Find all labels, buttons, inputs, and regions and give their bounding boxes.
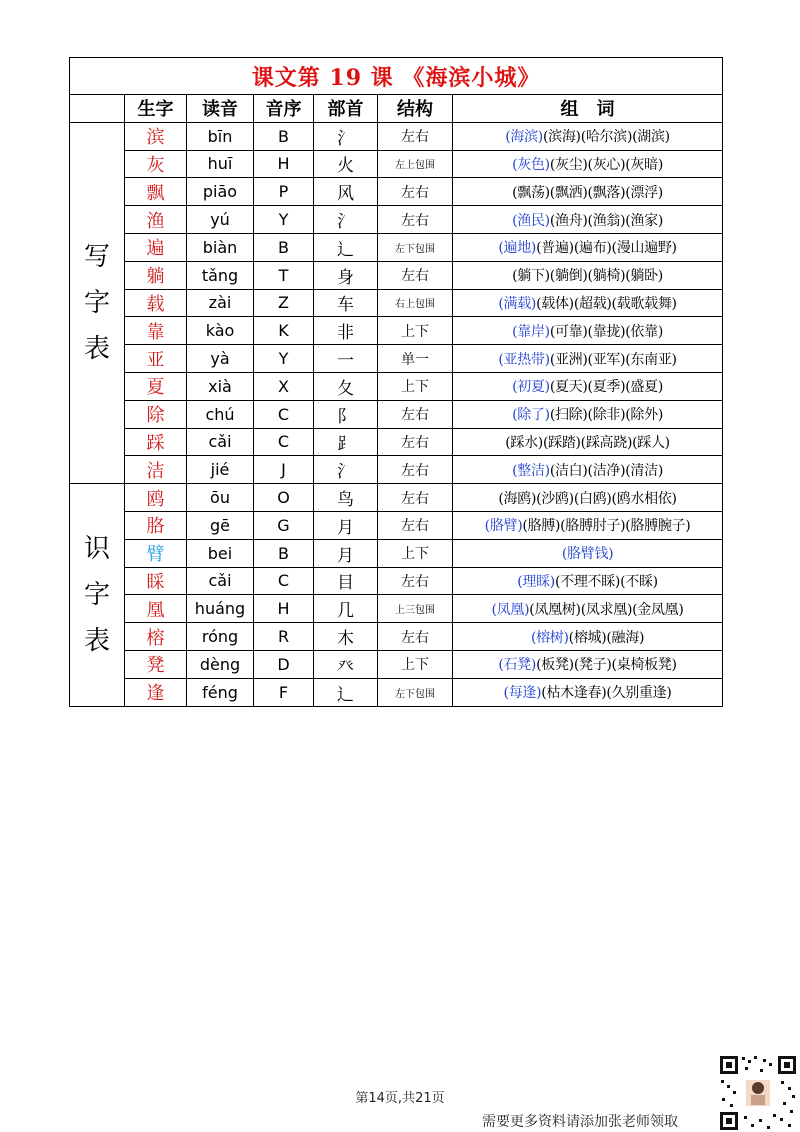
other-words: (载体)(超载)(载歌载舞) xyxy=(536,295,677,312)
structure-cell: 左右 xyxy=(378,511,453,539)
words-cell xyxy=(453,595,723,623)
structure-cell: 上下 xyxy=(378,372,453,400)
other-words: (不理不睬)(不睬) xyxy=(554,573,658,590)
other-words: (凤凰树)(凤求凰)(金凤凰) xyxy=(529,601,684,618)
other-words: (可靠)(靠拢)(依靠) xyxy=(549,323,663,340)
table-row xyxy=(70,428,723,456)
header-structure: 结构 xyxy=(378,95,453,123)
pinyin-cell: bei xyxy=(187,539,254,567)
words-cell xyxy=(453,511,723,539)
structure-cell: 右上包围 xyxy=(378,289,453,317)
header-char: 生字 xyxy=(125,95,187,123)
char-cell: 夏 xyxy=(125,372,187,400)
page-number: 第14页,共21页 xyxy=(355,1091,445,1106)
footer-note: 需要更多资料请添加张老师领取 xyxy=(482,1114,678,1130)
structure-cell: 左右 xyxy=(378,428,453,456)
radical-cell: 木 xyxy=(314,623,378,651)
radical-cell: 阝 xyxy=(314,400,378,428)
words-cell xyxy=(453,178,723,206)
words-cell xyxy=(453,317,723,345)
char-cell: 凳 xyxy=(125,650,187,678)
header-radical: 部首 xyxy=(314,95,378,123)
index-cell: R xyxy=(254,623,314,651)
char-cell: 亚 xyxy=(125,345,187,373)
radical-cell: 氵 xyxy=(314,456,378,484)
words-cell xyxy=(453,261,723,289)
words-cell xyxy=(453,289,723,317)
other-words: (渔舟)(渔翁)(渔家) xyxy=(549,212,663,229)
other-words: (枯木逢春)(久别重逢) xyxy=(541,685,672,702)
words-cell xyxy=(453,539,723,567)
table-row xyxy=(70,595,723,623)
pinyin-cell: piāo xyxy=(187,178,254,206)
table-row xyxy=(70,623,723,651)
header-words: 组 词 xyxy=(453,95,723,123)
other-words: (夏天)(夏季)(盛夏) xyxy=(549,379,663,396)
radical-cell: 风 xyxy=(314,178,378,206)
char-cell: 除 xyxy=(125,400,187,428)
char-cell: 榕 xyxy=(125,623,187,651)
highlight-word: (石凳) xyxy=(498,657,537,674)
section-label-char: 表 xyxy=(83,625,110,656)
structure-cell: 左右 xyxy=(378,206,453,234)
highlight-word: (榕树) xyxy=(530,629,569,646)
highlight-word: (灰色) xyxy=(512,156,550,173)
words-cell xyxy=(453,567,723,595)
char-cell: 逢 xyxy=(125,678,187,706)
section-label-char: 识 xyxy=(83,533,110,564)
structure-cell: 上下 xyxy=(378,650,453,678)
index-cell: Y xyxy=(254,206,314,234)
section-label-char: 表 xyxy=(83,333,110,364)
pinyin-cell: zài xyxy=(187,289,254,317)
index-cell: B xyxy=(254,539,314,567)
section-label xyxy=(70,484,125,706)
radical-cell: 身 xyxy=(314,261,378,289)
structure-cell: 左下包围 xyxy=(378,678,453,706)
index-cell: H xyxy=(254,595,314,623)
other-words: (胳膊)(胳膊肘子)(胳膊腕子) xyxy=(522,518,691,535)
index-cell: J xyxy=(254,456,314,484)
pinyin-cell: róng xyxy=(187,623,254,651)
other-words: (普遍)(遍布)(漫山遍野) xyxy=(536,240,677,257)
structure-cell: 左右 xyxy=(378,567,453,595)
table-row xyxy=(70,317,723,345)
index-cell: T xyxy=(254,261,314,289)
highlight-word: (除了) xyxy=(512,407,550,424)
other-words: (板凳)(凳子)(桌椅板凳) xyxy=(536,657,677,674)
table-row xyxy=(70,122,723,150)
table-row xyxy=(70,539,723,567)
pinyin-cell: tǎng xyxy=(187,261,254,289)
table-row xyxy=(70,456,723,484)
pinyin-cell: xià xyxy=(187,372,254,400)
qr-code-icon xyxy=(718,1054,798,1132)
radical-cell: 辶 xyxy=(314,678,378,706)
radical-cell: 氵 xyxy=(314,206,378,234)
table-row xyxy=(70,678,723,706)
structure-cell: 左上包围 xyxy=(378,150,453,178)
index-cell: C xyxy=(254,428,314,456)
other-words: (滨海)(哈尔滨)(湖滨) xyxy=(542,129,670,146)
pinyin-cell: féng xyxy=(187,678,254,706)
header-pinyin: 读音 xyxy=(187,95,254,123)
radical-cell: 癶 xyxy=(314,650,378,678)
pinyin-cell: dèng xyxy=(187,650,254,678)
table-row xyxy=(70,233,723,261)
other-words: (飘荡)(飘洒)(飘落)(漂浮) xyxy=(512,184,663,201)
table-row xyxy=(70,650,723,678)
header-row xyxy=(70,95,723,123)
index-cell: C xyxy=(254,567,314,595)
char-cell: 载 xyxy=(125,289,187,317)
pinyin-cell: huáng xyxy=(187,595,254,623)
radical-cell: 月 xyxy=(314,511,378,539)
index-cell: D xyxy=(254,650,314,678)
pinyin-cell: ōu xyxy=(187,484,254,512)
table-row xyxy=(70,484,723,512)
other-words: (榕城)(融海) xyxy=(568,629,645,646)
section-label-char: 字 xyxy=(83,579,110,610)
index-cell: O xyxy=(254,484,314,512)
char-cell: 胳 xyxy=(125,511,187,539)
section-label-char: 写 xyxy=(83,241,110,272)
other-words: (扫除)(除非)(除外) xyxy=(549,407,663,424)
header-index: 音序 xyxy=(254,95,314,123)
radical-cell: 车 xyxy=(314,289,378,317)
radical-cell: 辶 xyxy=(314,233,378,261)
index-cell: F xyxy=(254,678,314,706)
table-row xyxy=(70,261,723,289)
pinyin-cell: yú xyxy=(187,206,254,234)
index-cell: P xyxy=(254,178,314,206)
words-cell xyxy=(453,150,723,178)
index-cell: B xyxy=(254,233,314,261)
radical-cell: 氵 xyxy=(314,122,378,150)
pinyin-cell: cǎi xyxy=(187,428,254,456)
structure-cell: 上下 xyxy=(378,539,453,567)
index-cell: G xyxy=(254,511,314,539)
table-row xyxy=(70,150,723,178)
structure-cell: 左右 xyxy=(378,400,453,428)
pinyin-cell: kào xyxy=(187,317,254,345)
highlight-word: (凤凰) xyxy=(491,601,530,618)
highlight-word: (每逢) xyxy=(503,685,542,702)
char-cell: 睬 xyxy=(125,567,187,595)
char-cell: 渔 xyxy=(125,206,187,234)
other-words: (踩水)(踩踏)(踩高跷)(踩人) xyxy=(505,434,670,451)
section-label-char: 字 xyxy=(83,287,110,318)
highlight-word: (渔民) xyxy=(512,212,550,229)
char-cell: 臂 xyxy=(125,539,187,567)
highlight-word: (理睬) xyxy=(517,573,555,590)
structure-cell: 单一 xyxy=(378,345,453,373)
radical-cell: 一 xyxy=(314,345,378,373)
char-cell: 飘 xyxy=(125,178,187,206)
section-label xyxy=(70,122,125,483)
char-cell: 踩 xyxy=(125,428,187,456)
highlight-word: (遍地) xyxy=(498,240,537,257)
words-cell xyxy=(453,122,723,150)
char-cell: 凰 xyxy=(125,595,187,623)
index-cell: H xyxy=(254,150,314,178)
highlight-word: (胳臂钱) xyxy=(561,546,614,563)
other-words: (灰尘)(灰心)(灰暗) xyxy=(549,156,663,173)
radical-cell: 几 xyxy=(314,595,378,623)
pinyin-cell: cǎi xyxy=(187,567,254,595)
structure-cell: 左右 xyxy=(378,623,453,651)
words-cell xyxy=(453,456,723,484)
highlight-word: (靠岸) xyxy=(512,323,550,340)
char-cell: 鸥 xyxy=(125,484,187,512)
table-row xyxy=(70,345,723,373)
structure-cell: 左右 xyxy=(378,261,453,289)
other-words: (海鸥)(沙鸥)(白鸥)(鸥水相依) xyxy=(498,490,677,507)
pinyin-cell: chú xyxy=(187,400,254,428)
highlight-word: (海滨) xyxy=(505,129,543,146)
lesson-title: 课文第 19 课 《海滨小城》 xyxy=(70,58,723,95)
words-cell xyxy=(453,345,723,373)
table-row xyxy=(70,511,723,539)
radical-cell: 火 xyxy=(314,150,378,178)
structure-cell: 左右 xyxy=(378,484,453,512)
char-cell: 灰 xyxy=(125,150,187,178)
char-cell: 滨 xyxy=(125,122,187,150)
words-cell xyxy=(453,678,723,706)
structure-cell: 上三包围 xyxy=(378,595,453,623)
table-row xyxy=(70,372,723,400)
index-cell: C xyxy=(254,400,314,428)
structure-cell: 左右 xyxy=(378,178,453,206)
pinyin-cell: huī xyxy=(187,150,254,178)
words-cell xyxy=(453,372,723,400)
pinyin-cell: bīn xyxy=(187,122,254,150)
index-cell: K xyxy=(254,317,314,345)
structure-cell: 左右 xyxy=(378,456,453,484)
pinyin-cell: gē xyxy=(187,511,254,539)
structure-cell: 上下 xyxy=(378,317,453,345)
words-cell xyxy=(453,428,723,456)
header-blank xyxy=(70,95,125,123)
words-cell xyxy=(453,400,723,428)
index-cell: X xyxy=(254,372,314,400)
highlight-word: (初夏) xyxy=(512,379,550,396)
other-words: (亚洲)(亚军)(东南亚) xyxy=(549,351,677,368)
structure-cell: 左右 xyxy=(378,122,453,150)
structure-cell: 左下包围 xyxy=(378,233,453,261)
pinyin-cell: jié xyxy=(187,456,254,484)
highlight-word: (亚热带) xyxy=(498,351,550,368)
radical-cell: 月 xyxy=(314,539,378,567)
other-words: (躺下)(躺倒)(躺椅)(躺卧) xyxy=(512,268,663,285)
table-row xyxy=(70,289,723,317)
highlight-word: (胳臂) xyxy=(484,518,523,535)
other-words: (洁白)(洁净)(清洁) xyxy=(549,462,663,479)
index-cell: B xyxy=(254,122,314,150)
radical-cell: 非 xyxy=(314,317,378,345)
pinyin-cell: yà xyxy=(187,345,254,373)
radical-cell: 鸟 xyxy=(314,484,378,512)
table-row xyxy=(70,206,723,234)
index-cell: Y xyxy=(254,345,314,373)
char-cell: 洁 xyxy=(125,456,187,484)
char-cell: 靠 xyxy=(125,317,187,345)
table-row xyxy=(70,178,723,206)
index-cell: Z xyxy=(254,289,314,317)
words-cell xyxy=(453,206,723,234)
table-row xyxy=(70,567,723,595)
words-cell xyxy=(453,650,723,678)
words-cell xyxy=(453,484,723,512)
pinyin-cell: biàn xyxy=(187,233,254,261)
vocabulary-table xyxy=(69,57,723,707)
radical-cell: 夂 xyxy=(314,372,378,400)
table-row xyxy=(70,400,723,428)
words-cell xyxy=(453,233,723,261)
char-cell: 遍 xyxy=(125,233,187,261)
radical-cell: 目 xyxy=(314,567,378,595)
highlight-word: (满载) xyxy=(498,295,537,312)
char-cell: 躺 xyxy=(125,261,187,289)
words-cell xyxy=(453,623,723,651)
highlight-word: (整洁) xyxy=(512,462,550,479)
radical-cell: ⻊ xyxy=(314,428,378,456)
